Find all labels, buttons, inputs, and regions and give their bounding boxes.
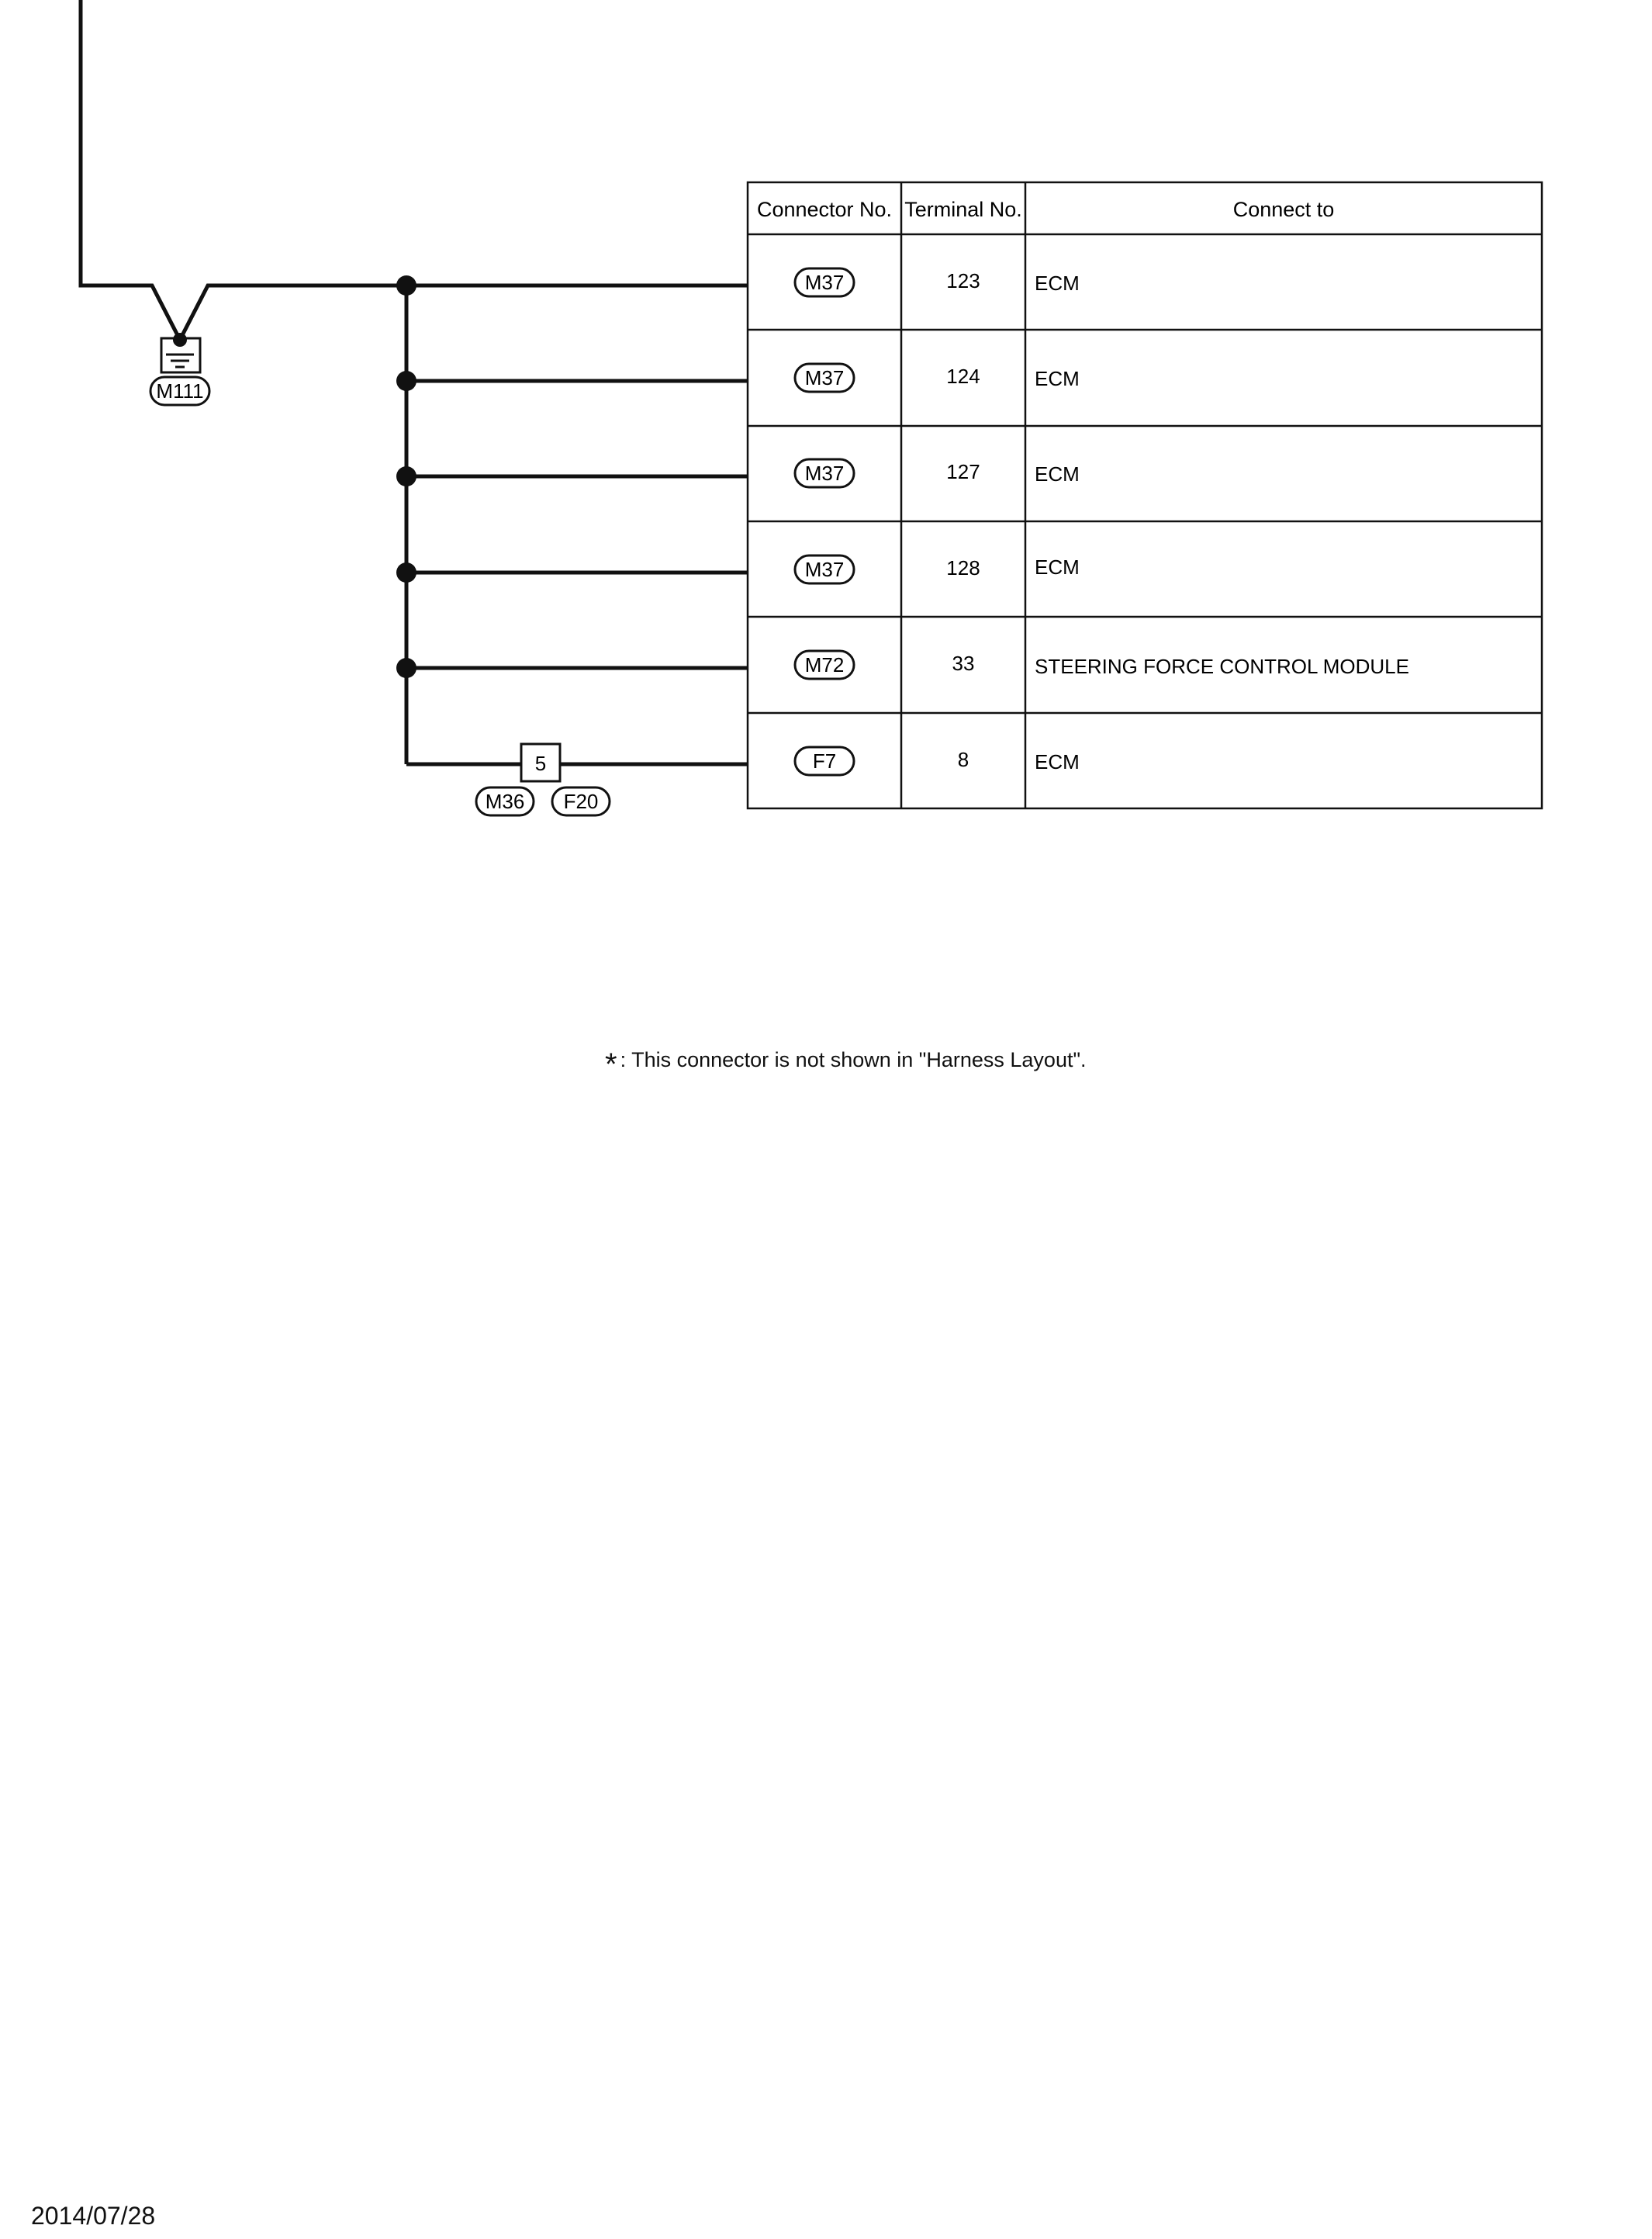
- svg-text:M36: M36: [485, 790, 525, 813]
- row-connector: M37: [804, 366, 845, 389]
- table-row: [795, 651, 1409, 679]
- header-connect-to: Connect to: [1232, 198, 1335, 221]
- header-terminal-no: Terminal No.: [904, 198, 1022, 221]
- row-connect-to: ECM: [1035, 462, 1080, 486]
- table-row: [795, 364, 1080, 392]
- junction-connector: [521, 744, 560, 781]
- footnote-star: *: [605, 1047, 617, 1081]
- row-terminal: 128: [946, 556, 980, 580]
- splice-dot: [396, 371, 416, 391]
- row-connector: M37: [804, 558, 845, 581]
- svg-text:M111: M111: [156, 379, 204, 403]
- connector-table: [748, 182, 1542, 808]
- row-connect-to: ECM: [1035, 367, 1080, 390]
- table-row: [795, 555, 1080, 583]
- splice-dot: [396, 562, 416, 583]
- row-connector: M37: [804, 271, 845, 294]
- table-row: [795, 459, 1080, 487]
- row-connector: M72: [804, 653, 845, 677]
- splice-dot: [396, 466, 416, 486]
- svg-text:F20: F20: [563, 790, 599, 813]
- junction-connector-label: [476, 787, 534, 815]
- ground-icon: [161, 333, 200, 372]
- junction-connector-label: [552, 787, 610, 815]
- row-connect-to: STEERING FORCE CONTROL MODULE: [1035, 655, 1409, 678]
- table-row: [795, 747, 1080, 775]
- header-connector-no: Connector No.: [756, 198, 893, 221]
- row-terminal: 124: [946, 365, 980, 388]
- row-connect-to: ECM: [1035, 750, 1080, 773]
- row-connector: F7: [812, 749, 837, 773]
- splice-dot: [396, 658, 416, 678]
- footnote-text: : This connector is not shown in "Harness Layout".: [620, 1048, 1087, 1071]
- row-connect-to: ECM: [1035, 272, 1080, 295]
- row-terminal: 123: [946, 269, 980, 292]
- row-terminal: 127: [946, 460, 980, 483]
- ground-connector-label: [150, 377, 209, 405]
- svg-text:5: 5: [534, 752, 547, 775]
- footer-date: 2014/07/28: [31, 2202, 156, 2230]
- row-connect-to: ECM: [1035, 555, 1080, 579]
- table-row: [795, 268, 1080, 296]
- row-terminal: 33: [952, 652, 975, 675]
- footnote: [605, 1047, 1087, 1082]
- splice-dot: [396, 275, 416, 296]
- row-terminal: 8: [957, 748, 969, 771]
- row-connector: M37: [804, 462, 845, 485]
